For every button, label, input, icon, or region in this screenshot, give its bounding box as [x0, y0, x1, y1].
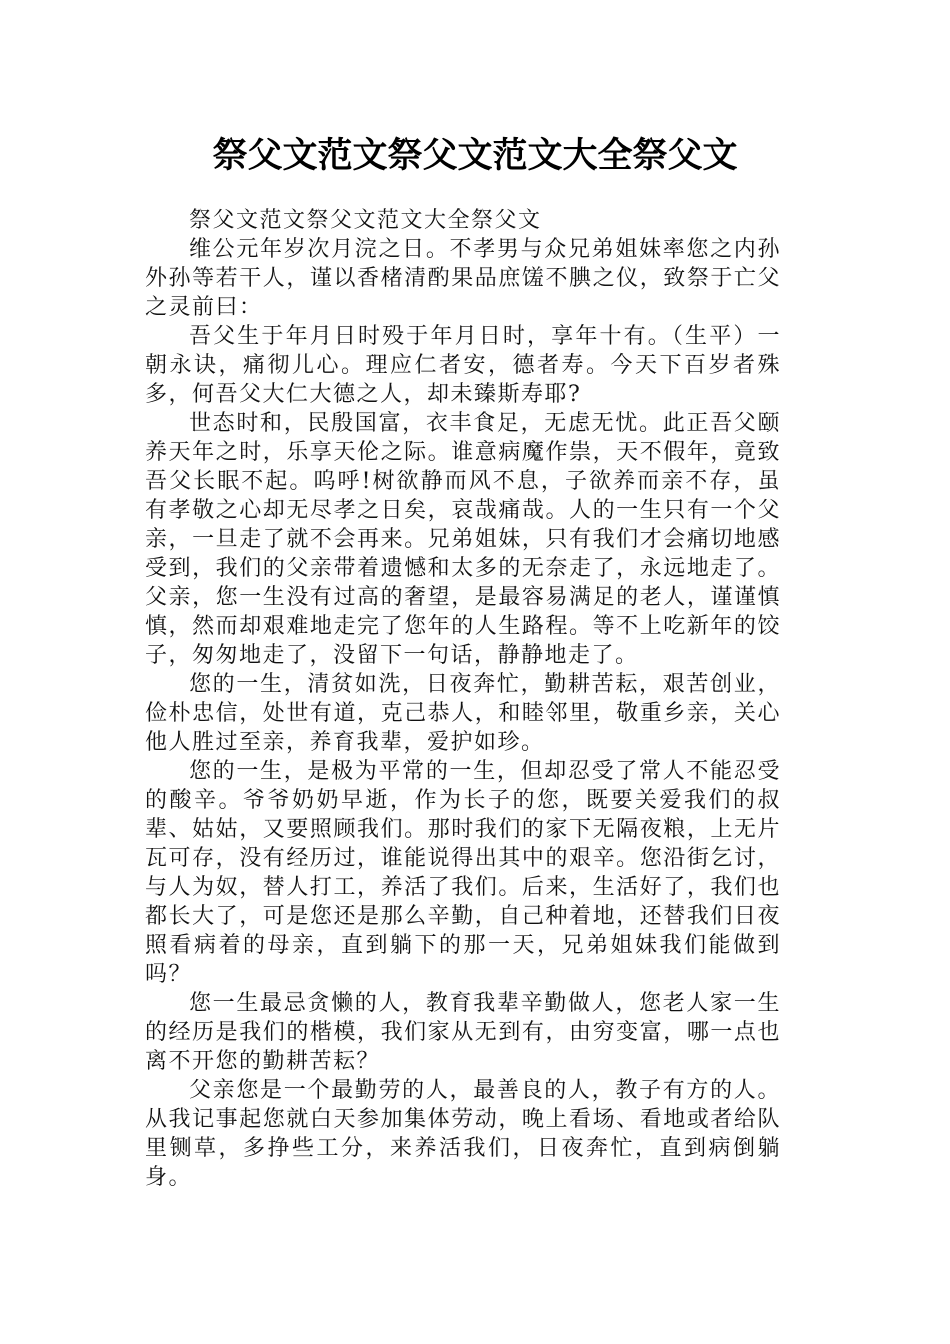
paragraph-hardship: 您的一生，是极为平常的一生，但却忍受了常人不能忍受的酸辛。爷爷奶奶早逝，作为长子的您，既要关爱我们的叔辈、姑姑，又要照顾我们。那时我们的家下无隔夜粮，上无片瓦可存，没有经历过，谁能说得出其中的艰辛。您沿街乞讨，与人为奴，替人打工，养活了我们。后来，生活好了，我们也都长大了，可是您还是那么辛勤，自己种着地，还替我们日夜照看病着的母亲，直到躺下的那一天，兄弟姐妹我们能做到吗？ — [145, 759, 781, 987]
paragraph-opening: 维公元年岁次月浣之日。不孝男与众兄弟姐妹率您之内孙外孙等若干人，谨以香楮清酌果品庶馐不腆之仪，致祭于亡父之灵前曰： — [145, 237, 781, 320]
document-body — [145, 206, 781, 1192]
paragraph-lament: 世态时和，民殷国富，衣丰食足，无虑无忧。此正吾父颐养天年之时，乐享天伦之际。谁意病魔作祟，天不假年，竟致吾父长眠不起。呜呼!树欲静而风不息，子欲养而亲不存，虽有孝敬之心却无尽孝之日矣，哀哉痛哉。人的一生只有一个父亲，一旦走了就不会再来。兄弟姐妹，只有我们才会痛切地感受到，我们的父亲带着遗憾和太多的无奈走了，永远地走了。父亲，您一生没有过高的奢望，是最容易满足的老人，谨谨慎慎，然而却艰难地走完了您年的人生路程。等不上吃新年的饺子，匆匆地走了，没留下一句话，静静地走了。 — [145, 411, 781, 668]
paragraph-subtitle: 祭父文范文祭父文范文大全祭父文 — [189, 208, 542, 233]
paragraph-diligence: 父亲您是一个最勤劳的人，最善良的人，教子有方的人。从我记事起您就白天参加集体劳动，晚上看场、看地或者给队里铡草，多挣些工分，来养活我们，日夜奔忙，直到病倒躺身。 — [145, 1078, 781, 1190]
document-title: 祭父文范文祭父文范文大全祭父文 — [212, 135, 738, 176]
paragraph-virtues: 您的一生，清贫如洗，日夜奔忙，勤耕苦耘，艰苦创业，俭朴忠信，处世有道，克己恭人，和睦邻里，敬重乡亲，关心他人胜过至亲，养育我辈，爱护如珍。 — [145, 672, 781, 755]
paragraph-birth-death: 吾父生于年月日时殁于年月日时，享年十有。（生平）一朝永诀，痛彻儿心。理应仁者安，德者寿。今天下百岁者殊多，何吾父大仁大德之人，却未臻斯寿耶? — [145, 324, 781, 407]
paragraph-model: 您一生最忌贪懒的人，教育我辈辛勤做人，您老人家一生的经历是我们的楷模，我们家从无到有，由穷变富，哪一点也离不开您的勤耕苦耘？ — [145, 991, 781, 1074]
